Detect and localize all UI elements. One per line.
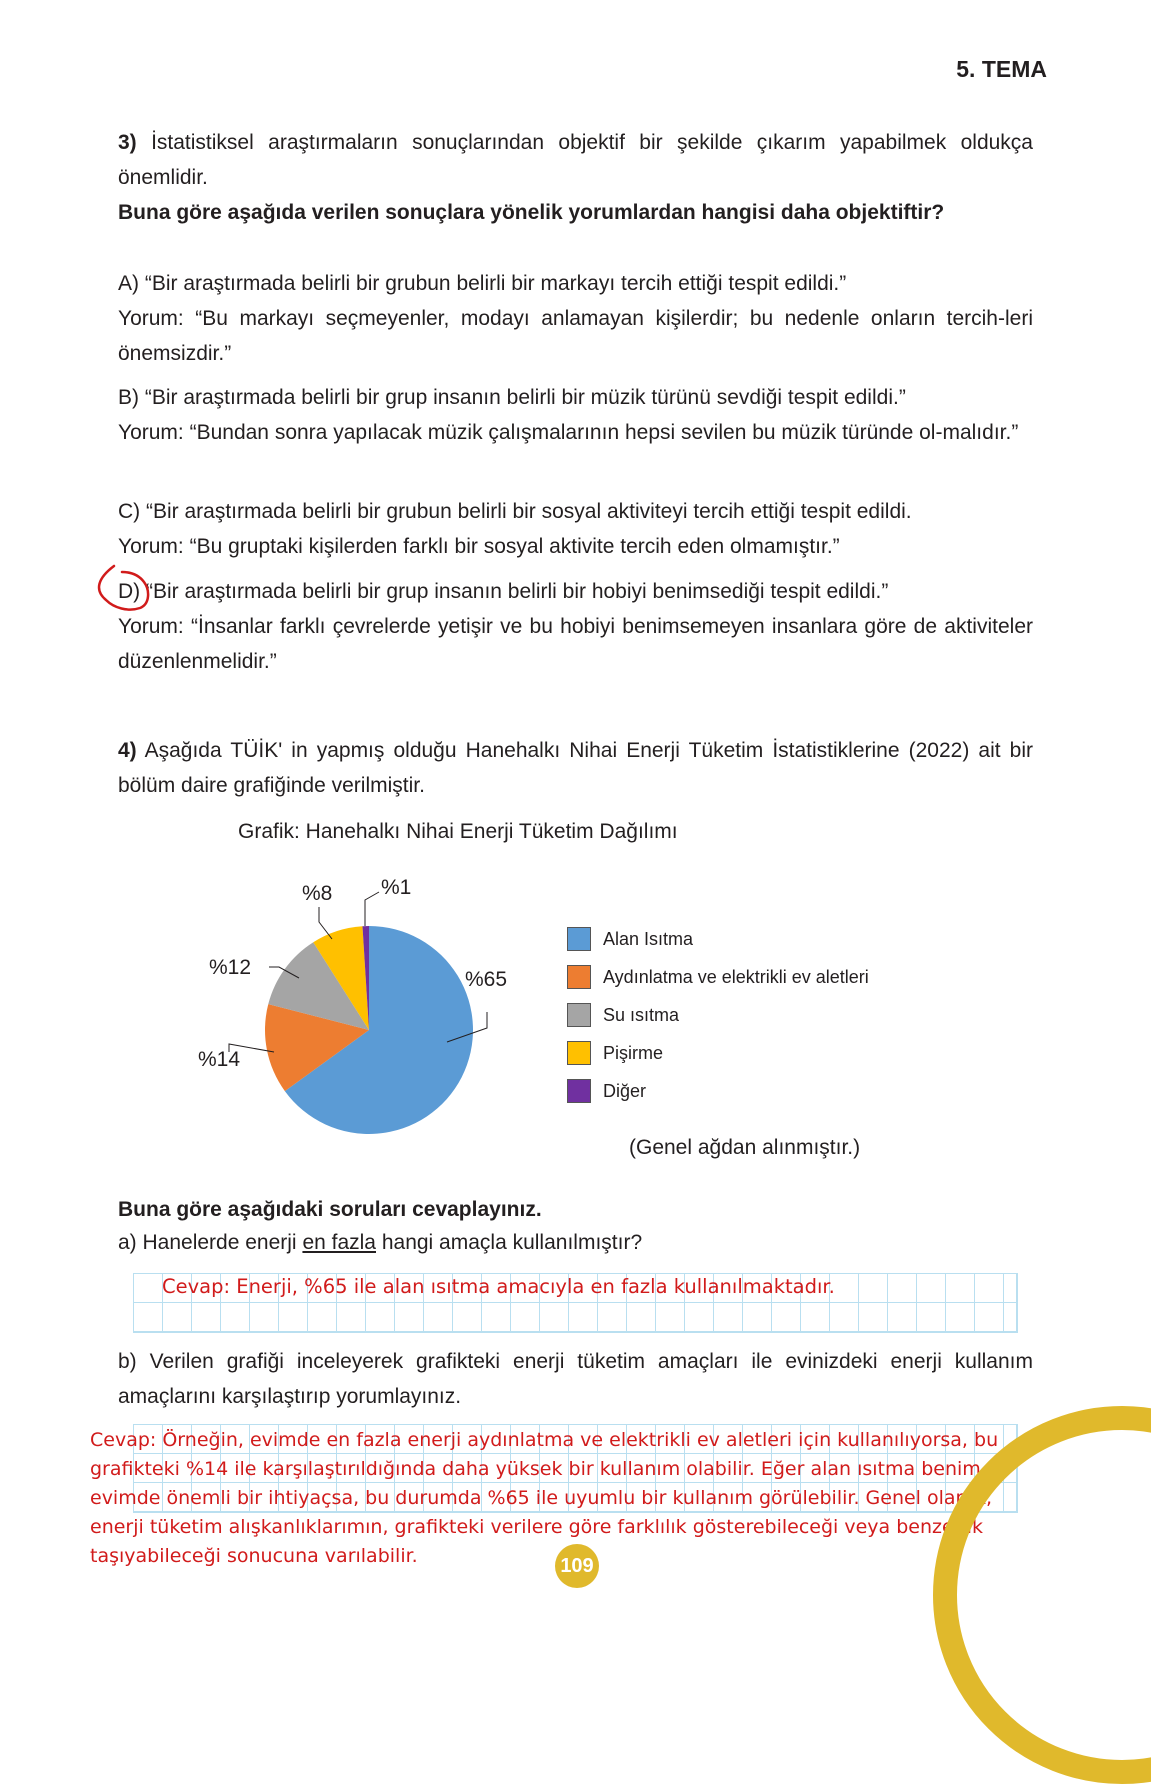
q3-intro-text: İstatistiksel araştırmaların sonuçlarından objektif bir şekilde çıkarım yapabilmek oldukça önemlidir. <box>118 131 1033 189</box>
legend-label: Diğer <box>603 1080 647 1101</box>
legend-item <box>567 963 869 991</box>
legend-item <box>567 1039 663 1067</box>
answer-mark-icon <box>92 560 162 620</box>
legend-swatch <box>567 927 591 951</box>
theme-title: 5. TEMA <box>956 56 1047 82</box>
q4-a-underlined: en fazla <box>302 1231 376 1254</box>
legend-swatch <box>567 1003 591 1027</box>
q4-b-answer-line: taşıyabileceği sonucuna varılabilir. <box>90 1545 418 1567</box>
legend-item <box>567 1077 646 1105</box>
q4-b-answer-line: grafikteki %14 ile karşılaştırıldığında daha yüksek bir kullanım olabilir. Eğer alan ısıtma benim <box>90 1458 981 1480</box>
q3-question: Buna göre aşağıda verilen sonuçlara yönelik yorumlardan hangisi daha objektiftir? <box>118 201 945 224</box>
q4-intro-text: Aşağıda TÜİK' in yapmış olduğu Hanehalkı Nihai Enerji Tüketim İstatistiklerine (2022) ait bir bölüm daire grafiğinde verilmiştir. <box>118 739 1033 797</box>
legend-label: Alan Isıtma <box>603 928 694 949</box>
legend-label: Aydınlatma ve elektrikli ev aletleri <box>603 966 869 987</box>
q3-option-a: A) “Bir araştırmada belirli bir grubun belirli bir markayı tercih ettiği tespit edildi.” <box>118 272 847 295</box>
q4-a-question <box>118 1225 1033 1260</box>
q4-b-answer-line: enerji tüketim alışkanlıklarımın, grafikteki verilere göre farklılık gösterebileceği veya benzerlik <box>90 1516 984 1538</box>
slice-label-1: %65 <box>465 968 508 991</box>
q4-instruction: Buna göre aşağıdaki soruları cevaplayınız. <box>118 1198 542 1221</box>
slice-label-3: %12 <box>209 956 252 979</box>
q3-option-b-comment: Yorum: “Bundan sonra yapılacak müzik çalışmalarının hepsi sevilen bu müzik türünde ol-malıdır.” <box>118 421 1019 444</box>
q4-b-answer-line: Cevap: Örneğin, evimde en fazla enerji aydınlatma ve elektrikli ev aletleri için kullanılıyorsa, bu <box>90 1429 999 1451</box>
slice-label-4: %8 <box>302 882 333 905</box>
slice-label-2: %14 <box>198 1048 241 1071</box>
legend-item <box>567 925 693 953</box>
q3-option-b: B) “Bir araştırmada belirli bir grup insanın belirli bir müzik türünü sevdiği tespit edildi.” <box>118 386 906 409</box>
legend-label: Su ısıtma <box>603 1004 680 1025</box>
q4-a-answer: Cevap: Enerji, %65 ile alan ısıtma amacıyla en fazla kullanılmaktadır. <box>162 1275 835 1298</box>
q4-b-question: b) Verilen grafiği inceleyerek grafikteki enerji tüketim amaçları ile evinizdeki enerji kullanım amaçlarını karşılaştırıp yorumlayınız. <box>118 1350 1033 1408</box>
chart-source: (Genel ağdan alınmıştır.) <box>629 1136 861 1159</box>
legend-item <box>567 1001 679 1029</box>
q4-a-suffix: hangi amaçla kullanılmıştır? <box>376 1231 643 1254</box>
q3-intro <box>118 125 1033 195</box>
chart-title: Grafik: Hanehalkı Nihai Enerji Tüketim Dağılımı <box>238 820 678 843</box>
q3-number: 3) <box>118 131 137 154</box>
q3-option-c-comment: Yorum: “Bu gruptaki kişilerden farklı bir sosyal aktivite tercih eden olmamıştır.” <box>118 535 840 558</box>
legend-swatch <box>567 1041 591 1065</box>
q4-b-answer <box>90 1426 998 1571</box>
page-number: 109 <box>555 1544 599 1588</box>
q4-b-answer-line: evimde önemli bir ihtiyaçsa, bu durumda %65 ile uyumlu bir kullanım görülebilir. Genel olarak, <box>90 1487 993 1509</box>
q3-option-c: C) “Bir araştırmada belirli bir grubun belirli bir sosyal aktiviteyi tercih ettiği tespit edildi. <box>118 500 912 523</box>
q4-intro <box>118 733 1033 803</box>
pie-chart <box>180 855 540 1135</box>
legend-label: Pişirme <box>603 1042 664 1063</box>
q3-option-a-comment: Yorum: “Bu markayı seçmeyenler, modayı anlamayan kişilerdir; bu nedenle onların tercih-leri önemsizdir.” <box>118 307 1033 365</box>
legend-swatch <box>567 1079 591 1103</box>
q4-a-prefix: a) Hanelerde enerji <box>118 1231 303 1254</box>
legend-swatch <box>567 965 591 989</box>
q3-option-d-comment: Yorum: “İnsanlar farklı çevrelerde yetişir ve bu hobiyi benimsemeyen insanlara göre de aktiviteler düzenlenmelidir.” <box>118 615 1033 673</box>
q3-option-d: D) “Bir araştırmada belirli bir grup insanın belirli bir hobiyi benimsediği tespit edildi.” <box>118 580 889 603</box>
q4-number: 4) <box>118 739 137 762</box>
leader-line-5 <box>365 892 379 926</box>
slice-label-5: %1 <box>381 876 412 899</box>
